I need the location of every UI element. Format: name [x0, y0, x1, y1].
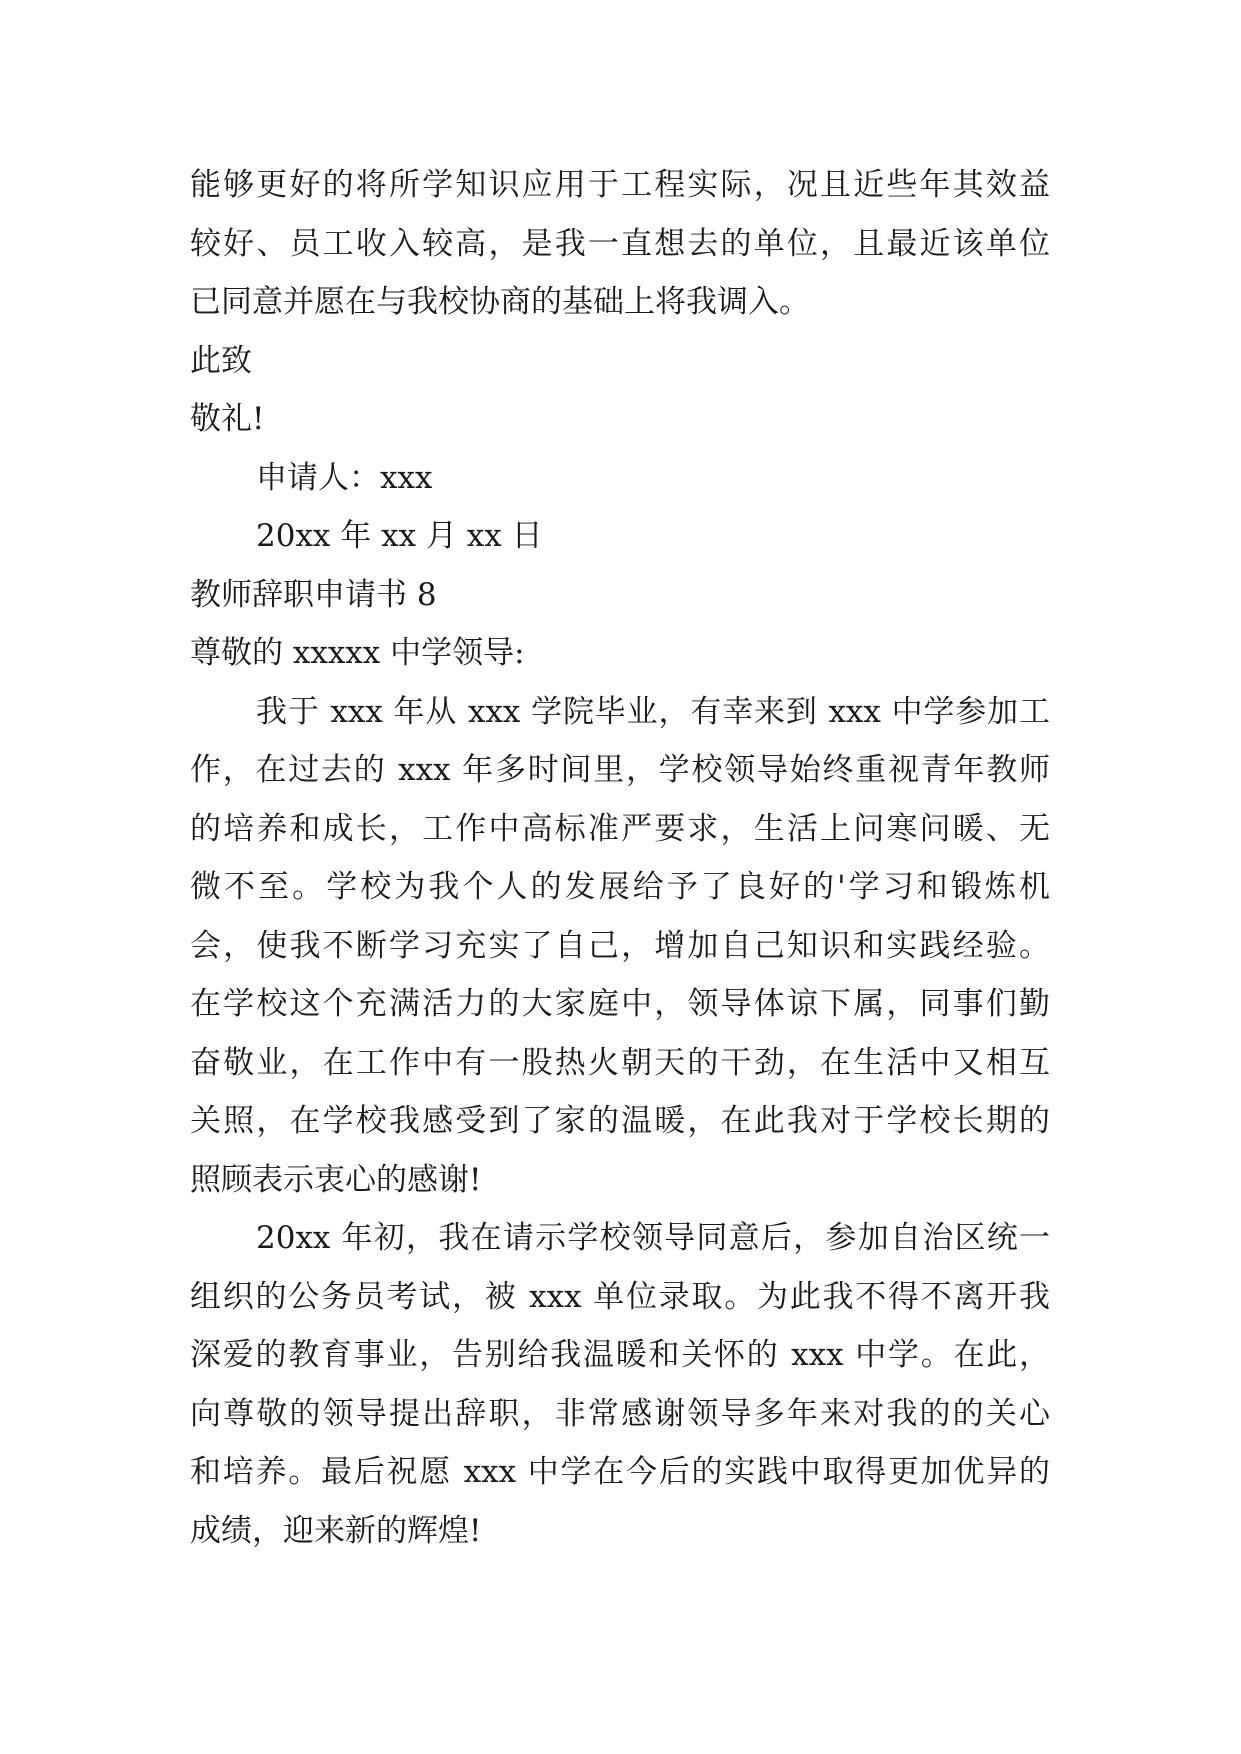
text-line: 关照，在学校我感受到了家的温暖，在此我对于学校长期的	[190, 1103, 1050, 1139]
text-line: 较好、员工收入较高，是我一直想去的单位，且最近该单位	[190, 225, 1050, 262]
closing-greeting: 此致	[190, 342, 252, 379]
text-line: 会，使我不断学习充实了自己，增加自己知识和实践经验。	[190, 927, 1050, 964]
document-body	[190, 156, 1060, 1560]
text-line: 成绩，迎来新的辉煌!	[190, 1512, 482, 1549]
text-line: 微不至。学校为我个人的发展给予了良好的'学习和锻炼机	[190, 869, 1050, 905]
applicant-signature: 申请人：xxx	[256, 459, 433, 496]
text-line: 向尊敬的领导提出辞职，非常感谢领导多年来对我的的关心	[190, 1395, 1050, 1432]
section-heading: 教师辞职申请书 8	[190, 576, 437, 613]
text-line: 奋敬业，在工作中有一股热火朝天的干劲，在生活中又相互	[190, 1044, 1050, 1081]
text-line: 在学校这个充满活力的大家庭中，领导体谅下属，同事们勤	[190, 986, 1050, 1022]
paragraph-1	[190, 683, 1060, 1210]
salutation: 尊敬的 xxxxx 中学领导:	[190, 635, 525, 671]
signature-date: 20xx 年 xx 月 xx 日	[256, 518, 543, 554]
text-line: 我于 xxx 年从 xxx 学院毕业，有幸来到 xxx 中学参加工	[256, 693, 1050, 730]
closing-salute: 敬礼!	[190, 401, 265, 437]
text-line: 已同意并愿在与我校协商的基础上将我调入。	[190, 284, 810, 320]
text-line: 作，在过去的 xxx 年多时间里，学校领导始终重视青年教师	[190, 752, 1050, 788]
text-line: 能够更好的将所学知识应用于工程实际，况且近些年其效益	[190, 167, 1050, 203]
text-line: 照顾表示衷心的感谢!	[190, 1161, 482, 1198]
text-line: 的培养和成长，工作中高标准严要求，生活上问寒问暖、无	[190, 810, 1050, 847]
paragraph-2	[190, 1209, 1060, 1560]
text-line: 和培养。最后祝愿 xxx 中学在今后的实践中取得更加优异的	[190, 1454, 1050, 1490]
text-line: 20xx 年初，我在请示学校领导同意后，参加自治区统一	[256, 1220, 1050, 1256]
text-line: 组织的公务员考试，被 xxx 单位录取。为此我不得不离开我	[190, 1278, 1050, 1315]
text-line: 深爱的教育事业，告别给我温暖和关怀的 xxx 中学。在此，	[190, 1337, 1050, 1373]
